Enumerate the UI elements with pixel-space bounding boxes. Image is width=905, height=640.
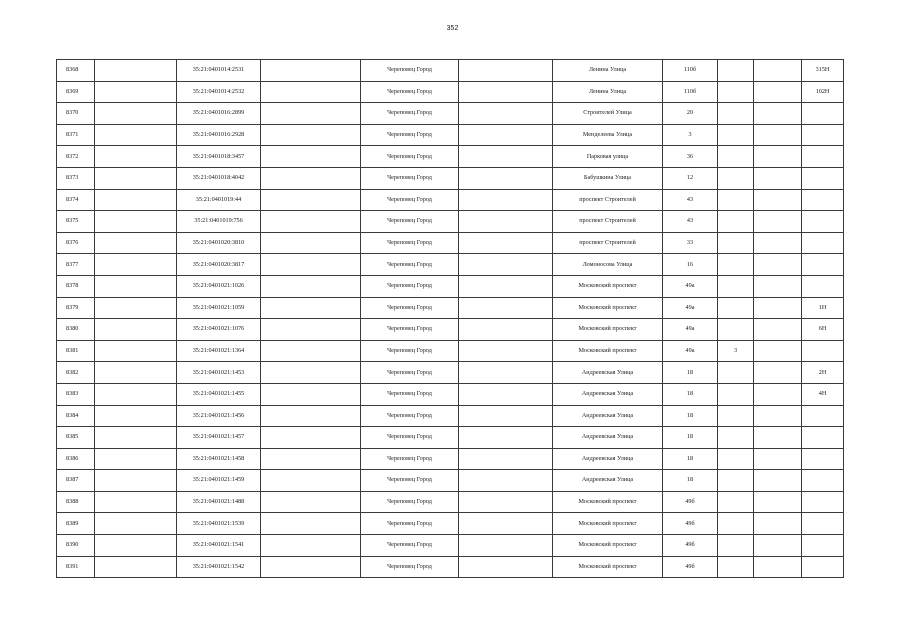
house-number: 49а (663, 319, 718, 341)
row-number: 8383 (57, 383, 95, 405)
table-row (57, 405, 844, 427)
blank-cell (95, 362, 177, 384)
blank-cell (95, 470, 177, 492)
cadastral-number: 35:21:0401014:2531 (177, 60, 261, 82)
blank-cell (459, 211, 553, 233)
city-name: Череповец Город (361, 491, 459, 513)
page-number: 352 (446, 25, 459, 32)
building-number (718, 60, 754, 82)
building-number (718, 297, 754, 319)
building-number (718, 254, 754, 276)
blank-cell (754, 427, 802, 449)
blank-cell (261, 340, 361, 362)
cadastral-number: 35:21:0401021:1542 (177, 556, 261, 578)
premises-number (802, 275, 844, 297)
table-row (57, 383, 844, 405)
premises-number (802, 103, 844, 125)
cadastral-number: 35:21:0401018:4042 (177, 167, 261, 189)
blank-cell (754, 297, 802, 319)
blank-cell (261, 232, 361, 254)
row-number: 8379 (57, 297, 95, 319)
house-number: 33 (663, 232, 718, 254)
building-number (718, 189, 754, 211)
blank-cell (261, 60, 361, 82)
city-name: Череповец Город (361, 362, 459, 384)
house-number: 49а (663, 275, 718, 297)
city-name: Череповец Город (361, 405, 459, 427)
house-number: 18 (663, 448, 718, 470)
house-number: 18 (663, 470, 718, 492)
blank-cell (459, 167, 553, 189)
city-name: Череповец Город (361, 146, 459, 168)
cadastral-number: 35:21:0401016:2899 (177, 103, 261, 125)
city-name: Череповец Город (361, 275, 459, 297)
blank-cell (459, 535, 553, 557)
street-name: Московский проспект (553, 275, 663, 297)
city-name: Череповец Город (361, 124, 459, 146)
blank-cell (754, 405, 802, 427)
city-name: Череповец Город (361, 232, 459, 254)
blank-cell (95, 146, 177, 168)
blank-cell (261, 254, 361, 276)
row-number: 8374 (57, 189, 95, 211)
blank-cell (754, 167, 802, 189)
cadastral-number: 35:21:0401021:1453 (177, 362, 261, 384)
blank-cell (754, 513, 802, 535)
blank-cell (95, 427, 177, 449)
row-number: 8387 (57, 470, 95, 492)
cadastral-number: 35:21:0401019:44 (177, 189, 261, 211)
cadastral-number: 35:21:0401021:1364 (177, 340, 261, 362)
street-name: проспект Строителей (553, 232, 663, 254)
blank-cell (459, 383, 553, 405)
blank-cell (261, 275, 361, 297)
row-number: 8376 (57, 232, 95, 254)
premises-number (802, 535, 844, 557)
blank-cell (261, 513, 361, 535)
cadastral-number: 35:21:0401021:1076 (177, 319, 261, 341)
row-number: 8377 (57, 254, 95, 276)
blank-cell (459, 60, 553, 82)
street-name: проспект Строителей (553, 211, 663, 233)
blank-cell (261, 81, 361, 103)
blank-cell (95, 383, 177, 405)
blank-cell (459, 491, 553, 513)
blank-cell (95, 232, 177, 254)
premises-number (802, 340, 844, 362)
blank-cell (754, 383, 802, 405)
building-number (718, 275, 754, 297)
cadastral-number: 35:21:0401021:1026 (177, 275, 261, 297)
house-number: 49б (663, 491, 718, 513)
premises-number (802, 254, 844, 276)
table-row (57, 319, 844, 341)
table-row (57, 167, 844, 189)
premises-number (802, 211, 844, 233)
city-name: Череповец Город (361, 297, 459, 319)
blank-cell (459, 232, 553, 254)
house-number: 43 (663, 211, 718, 233)
street-name: Андреевская Улица (553, 383, 663, 405)
street-name: Московский проспект (553, 491, 663, 513)
blank-cell (261, 103, 361, 125)
blank-cell (459, 448, 553, 470)
table-row (57, 513, 844, 535)
table-row (57, 362, 844, 384)
building-number (718, 491, 754, 513)
registry-table (56, 59, 844, 578)
table-row (57, 189, 844, 211)
table-row (57, 146, 844, 168)
street-name: Московский проспект (553, 513, 663, 535)
cadastral-number: 35:21:0401021:1539 (177, 513, 261, 535)
table-row (57, 60, 844, 82)
blank-cell (754, 319, 802, 341)
blank-cell (754, 491, 802, 513)
blank-cell (95, 103, 177, 125)
table-row (57, 448, 844, 470)
house-number: 18 (663, 383, 718, 405)
house-number: 49а (663, 297, 718, 319)
building-number (718, 81, 754, 103)
blank-cell (754, 254, 802, 276)
blank-cell (459, 189, 553, 211)
row-number: 8389 (57, 513, 95, 535)
blank-cell (459, 103, 553, 125)
blank-cell (754, 275, 802, 297)
cadastral-number: 35:21:0401021:1457 (177, 427, 261, 449)
blank-cell (95, 124, 177, 146)
building-number (718, 124, 754, 146)
street-name: Строителей Улица (553, 103, 663, 125)
table-row (57, 254, 844, 276)
building-number (718, 211, 754, 233)
street-name: Парковая улица (553, 146, 663, 168)
table-body (57, 60, 844, 578)
street-name: Московский проспект (553, 340, 663, 362)
blank-cell (261, 362, 361, 384)
table-row (57, 556, 844, 578)
building-number (718, 232, 754, 254)
blank-cell (261, 167, 361, 189)
blank-cell (459, 146, 553, 168)
building-number (718, 535, 754, 557)
blank-cell (754, 556, 802, 578)
blank-cell (95, 211, 177, 233)
building-number (718, 513, 754, 535)
house-number: 49б (663, 513, 718, 535)
blank-cell (95, 297, 177, 319)
premises-number (802, 189, 844, 211)
table-row (57, 211, 844, 233)
blank-cell (754, 448, 802, 470)
city-name: Череповец Город (361, 470, 459, 492)
blank-cell (261, 470, 361, 492)
blank-cell (261, 556, 361, 578)
city-name: Череповец Город (361, 427, 459, 449)
blank-cell (95, 275, 177, 297)
premises-number (802, 167, 844, 189)
table-row (57, 470, 844, 492)
building-number (718, 103, 754, 125)
blank-cell (459, 556, 553, 578)
premises-number (802, 232, 844, 254)
blank-cell (459, 470, 553, 492)
blank-cell (754, 232, 802, 254)
building-number (718, 383, 754, 405)
building-number (718, 448, 754, 470)
street-name: Московский проспект (553, 535, 663, 557)
house-number: 18 (663, 427, 718, 449)
blank-cell (261, 319, 361, 341)
blank-cell (754, 103, 802, 125)
row-number: 8369 (57, 81, 95, 103)
house-number: 16 (663, 254, 718, 276)
blank-cell (754, 81, 802, 103)
blank-cell (754, 362, 802, 384)
row-number: 8375 (57, 211, 95, 233)
house-number: 43 (663, 189, 718, 211)
blank-cell (754, 470, 802, 492)
row-number: 8373 (57, 167, 95, 189)
city-name: Череповец Город (361, 535, 459, 557)
cadastral-number: 35:21:0401021:1456 (177, 405, 261, 427)
blank-cell (261, 189, 361, 211)
street-name: Андреевская Улица (553, 405, 663, 427)
blank-cell (95, 535, 177, 557)
street-name: Андреевская Улица (553, 427, 663, 449)
blank-cell (95, 254, 177, 276)
blank-cell (754, 124, 802, 146)
cadastral-number: 35:21:0401021:1455 (177, 383, 261, 405)
house-number: 12 (663, 167, 718, 189)
table-row (57, 81, 844, 103)
blank-cell (261, 211, 361, 233)
blank-cell (261, 448, 361, 470)
cadastral-number: 35:21:0401016:2928 (177, 124, 261, 146)
cadastral-number: 35:21:0401020:3817 (177, 254, 261, 276)
premises-number: 6Н (802, 319, 844, 341)
row-number: 8390 (57, 535, 95, 557)
city-name: Череповец Город (361, 556, 459, 578)
house-number: 110б (663, 81, 718, 103)
table-row (57, 275, 844, 297)
house-number: 49а (663, 340, 718, 362)
blank-cell (95, 167, 177, 189)
premises-number (802, 491, 844, 513)
building-number: 3 (718, 340, 754, 362)
row-number: 8368 (57, 60, 95, 82)
premises-number: 2Н (802, 362, 844, 384)
cadastral-number: 35:21:0401021:1541 (177, 535, 261, 557)
house-number: 20 (663, 103, 718, 125)
table-row (57, 340, 844, 362)
premises-number (802, 513, 844, 535)
cadastral-number: 35:21:0401021:1059 (177, 297, 261, 319)
city-name: Череповец Город (361, 103, 459, 125)
premises-number (802, 470, 844, 492)
blank-cell (261, 383, 361, 405)
premises-number (802, 448, 844, 470)
row-number: 8371 (57, 124, 95, 146)
blank-cell (754, 340, 802, 362)
city-name: Череповец Город (361, 189, 459, 211)
house-number: 18 (663, 405, 718, 427)
blank-cell (95, 60, 177, 82)
table-row (57, 103, 844, 125)
cadastral-number: 35:21:0401021:1458 (177, 448, 261, 470)
blank-cell (754, 146, 802, 168)
blank-cell (459, 124, 553, 146)
row-number: 8391 (57, 556, 95, 578)
street-name: Московский проспект (553, 297, 663, 319)
house-number: 49б (663, 535, 718, 557)
blank-cell (261, 535, 361, 557)
blank-cell (95, 340, 177, 362)
building-number (718, 427, 754, 449)
street-name: Московский проспект (553, 556, 663, 578)
row-number: 8380 (57, 319, 95, 341)
cadastral-number: 35:21:0401021:1488 (177, 491, 261, 513)
building-number (718, 556, 754, 578)
blank-cell (459, 81, 553, 103)
blank-cell (459, 275, 553, 297)
city-name: Череповец Город (361, 167, 459, 189)
house-number: 36 (663, 146, 718, 168)
street-name: Андреевская Улица (553, 470, 663, 492)
street-name: Ленина Улица (553, 60, 663, 82)
row-number: 8381 (57, 340, 95, 362)
cadastral-number: 35:21:0401019:756 (177, 211, 261, 233)
table-row (57, 124, 844, 146)
premises-number (802, 146, 844, 168)
blank-cell (754, 535, 802, 557)
house-number: 18 (663, 362, 718, 384)
blank-cell (459, 362, 553, 384)
building-number (718, 146, 754, 168)
blank-cell (95, 189, 177, 211)
city-name: Череповец Город (361, 211, 459, 233)
city-name: Череповец Город (361, 448, 459, 470)
blank-cell (95, 513, 177, 535)
blank-cell (261, 124, 361, 146)
street-name: Андреевская Улица (553, 362, 663, 384)
blank-cell (459, 319, 553, 341)
premises-number (802, 556, 844, 578)
blank-cell (459, 254, 553, 276)
blank-cell (95, 556, 177, 578)
street-name: Ломоносова Улица (553, 254, 663, 276)
building-number (718, 362, 754, 384)
blank-cell (95, 491, 177, 513)
premises-number: 315Н (802, 60, 844, 82)
blank-cell (459, 340, 553, 362)
cadastral-number: 35:21:0401014:2532 (177, 81, 261, 103)
city-name: Череповец Город (361, 60, 459, 82)
cadastral-number: 35:21:0401021:1459 (177, 470, 261, 492)
blank-cell (459, 405, 553, 427)
blank-cell (95, 81, 177, 103)
table-row (57, 297, 844, 319)
city-name: Череповец Город (361, 319, 459, 341)
table-row (57, 491, 844, 513)
blank-cell (754, 189, 802, 211)
house-number: 49б (663, 556, 718, 578)
blank-cell (261, 491, 361, 513)
blank-cell (95, 319, 177, 341)
row-number: 8372 (57, 146, 95, 168)
row-number: 8378 (57, 275, 95, 297)
blank-cell (459, 427, 553, 449)
blank-cell (754, 60, 802, 82)
street-name: Менделеева Улица (553, 124, 663, 146)
blank-cell (754, 211, 802, 233)
cadastral-number: 35:21:0401020:3810 (177, 232, 261, 254)
city-name: Череповец Город (361, 383, 459, 405)
city-name: Череповец Город (361, 513, 459, 535)
premises-number (802, 124, 844, 146)
table-row (57, 427, 844, 449)
blank-cell (261, 405, 361, 427)
table-row (57, 232, 844, 254)
row-number: 8370 (57, 103, 95, 125)
row-number: 8382 (57, 362, 95, 384)
cadastral-number: 35:21:0401018:3457 (177, 146, 261, 168)
building-number (718, 167, 754, 189)
blank-cell (459, 513, 553, 535)
street-name: Московский проспект (553, 319, 663, 341)
row-number: 8388 (57, 491, 95, 513)
city-name: Череповец Город (361, 340, 459, 362)
blank-cell (261, 146, 361, 168)
street-name: Андреевская Улица (553, 448, 663, 470)
building-number (718, 470, 754, 492)
house-number: 3 (663, 124, 718, 146)
blank-cell (261, 297, 361, 319)
city-name: Череповец Город (361, 254, 459, 276)
row-number: 8386 (57, 448, 95, 470)
premises-number: 4Н (802, 383, 844, 405)
street-name: проспект Строителей (553, 189, 663, 211)
blank-cell (261, 427, 361, 449)
house-number: 110б (663, 60, 718, 82)
premises-number (802, 427, 844, 449)
table-row (57, 535, 844, 557)
building-number (718, 319, 754, 341)
blank-cell (459, 297, 553, 319)
blank-cell (95, 405, 177, 427)
street-name: Бабушкина Улица (553, 167, 663, 189)
city-name: Череповец Город (361, 81, 459, 103)
premises-number: 102Н (802, 81, 844, 103)
blank-cell (95, 448, 177, 470)
street-name: Ленина Улица (553, 81, 663, 103)
premises-number (802, 405, 844, 427)
building-number (718, 405, 754, 427)
row-number: 8385 (57, 427, 95, 449)
premises-number: 1Н (802, 297, 844, 319)
row-number: 8384 (57, 405, 95, 427)
